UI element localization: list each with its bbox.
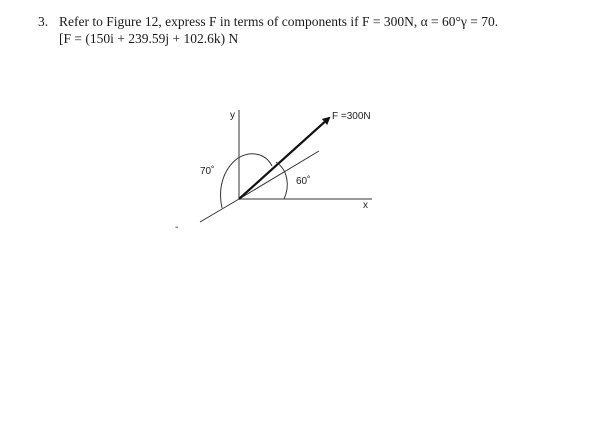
angle-arc-alpha <box>276 162 287 199</box>
angle-arc-gamma <box>221 154 272 208</box>
x-axis-label: x <box>363 200 368 211</box>
y-axis-label: y <box>230 110 235 121</box>
angle-label-gamma: 70˚ <box>200 166 215 177</box>
stray-mark: - <box>175 222 179 233</box>
projection-line <box>239 151 319 199</box>
force-label: F =300N <box>332 111 371 122</box>
angle-label-alpha: 60˚ <box>296 176 311 187</box>
force-vector <box>239 118 329 199</box>
problem-number: 3. <box>38 14 49 29</box>
z-axis <box>200 199 239 222</box>
problem-answer: [F = (150i + 239.59j + 102.6k) N <box>59 31 239 46</box>
problem-text: Refer to Figure 12, express F in terms of components if F = 300N, α = 60°γ = 70. <box>59 14 499 29</box>
